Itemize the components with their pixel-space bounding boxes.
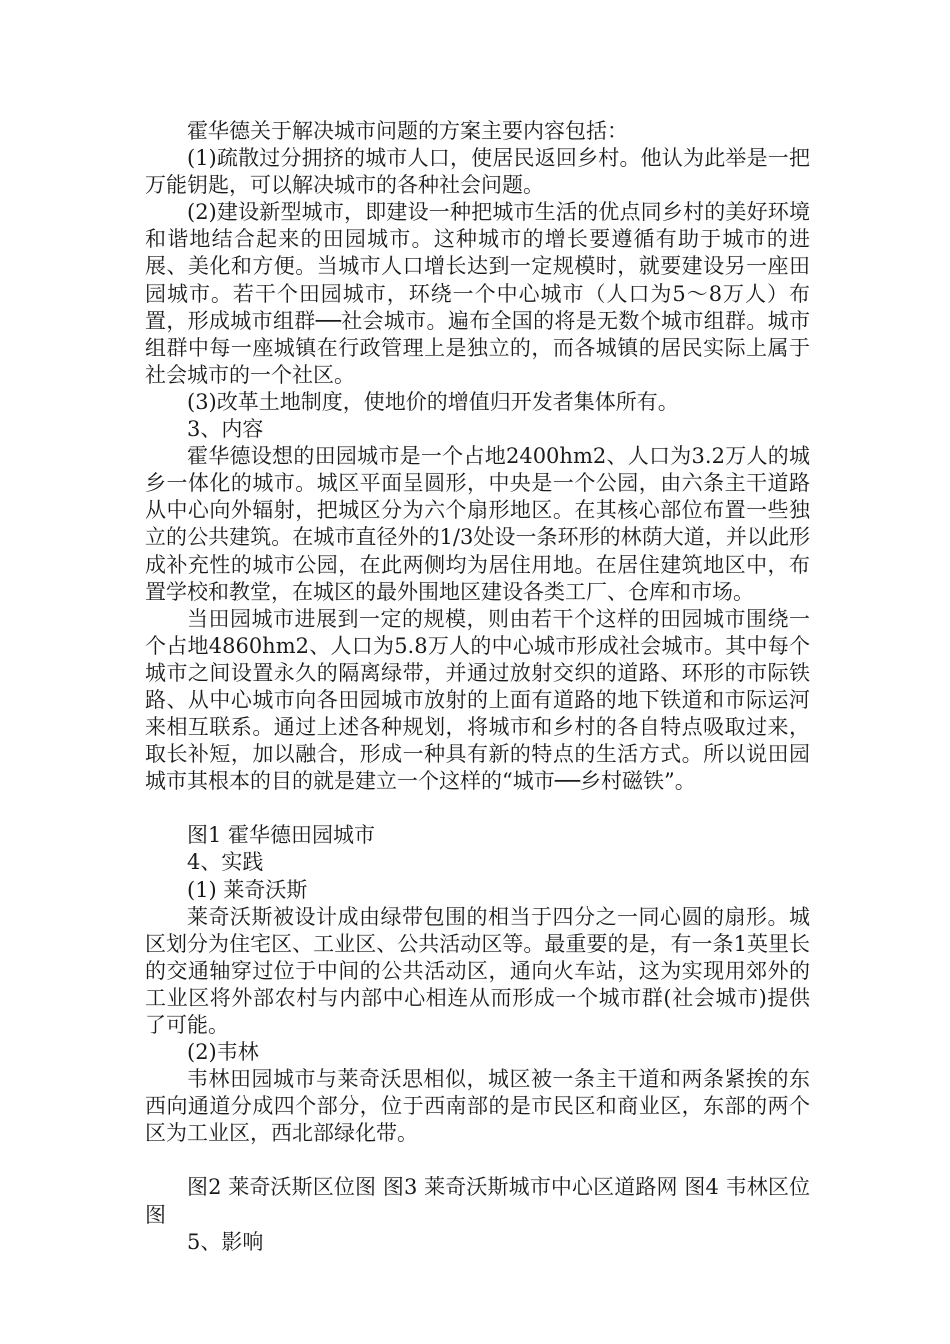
paragraph-welwyn: 韦林田园城市与莱奇沃思相似，城区被一条主干道和两条紧挨的东西向通道分成四个部分，位于西南部的是市民区和商业区，东部的两个区为工业区，西北部绿化带。 [145, 1067, 810, 1146]
subheading-welwyn: (2)韦林 [187, 1040, 259, 1065]
section-heading-practice: 4、实践 [187, 850, 264, 875]
paragraph-point-2: (2)建设新型城市，即建设一种把城市生活的优点同乡村的美好环境和谐地结合起来的田园城市。这种城市的增长要遵循有助于城市的进展、美化和方便。当城市人口增长达到一定规模时，就要建设另一座田园城市。若干个田园城市，环绕一个中心城市（人口为5～8万人）布置，形成城市组群──社会城市。遍布全国的将是无数个城市组群。城市组群中每一座城镇在行政管理上是独立的，而各城镇的居民实际上属于社会城市的一个社区。 [145, 200, 810, 387]
paragraph-letchworth: 莱奇沃斯被设计成由绿带包围的相当于四分之一同心圆的扇形。城区划分为住宅区、工业区、公共活动区等。最重要的是，有一条1英里长的交通轴穿过位于中间的公共活动区，通向火车站，这为实现用郊外的工业区将外部农村与内部中心相连从而形成一个城市群(社会城市)提供了可能。 [145, 904, 810, 1037]
document-body [145, 118, 810, 1256]
section-heading-content: 3、内容 [187, 417, 264, 442]
section-heading-impact: 5、影响 [187, 1229, 264, 1254]
paragraph-intro: 霍华德关于解决城市问题的方案主要内容包括： [187, 119, 628, 143]
figure-captions-2-4: 图2 莱奇沃斯区位图 图3 莱奇沃斯城市中心区道路网 图4 韦林区位图 [145, 1175, 810, 1227]
figure-caption-1: 图1 霍华德田园城市 [187, 823, 376, 848]
paragraph-point-3: (3)改革土地制度，使地价的增值归开发者集体所有。 [187, 389, 679, 414]
paragraph-content-1: 霍华德设想的田园城市是一个占地2400hm2、人口为3.2万人的城乡一体化的城市。城区平面呈圆形，中央是一个公园，由六条主干道路从中心向外辐射，把城区分为六个扇形地区。在其核心部位布置一些独立的公共建筑。在城市直径外的1/3处设一条环形的林荫大道，并以此形成补充性的城市公园，在此两侧均为居住用地。在居住建筑地区中，布置学校和教堂，在城区的最外围地区建设各类工厂、仓库和市场。 [145, 444, 810, 604]
subheading-letchworth: (1) 莱奇沃斯 [187, 877, 308, 902]
paragraph-point-1: (1)疏散过分拥挤的城市人口，使居民返回乡村。他认为此举是一把万能钥匙，可以解决城市的各种社会问题。 [145, 146, 810, 198]
paragraph-content-2: 当田园城市进展到一定的规模，则由若干个这样的田园城市围绕一个占地4860hm2、人口为5.8万人的中心城市形成社会城市。其中每个城市之间设置永久的隔离绿带，并通过放射交织的道路、环形的市际铁路、从中心城市向各田园城市放射的上面有道路的地下铁道和市际运河来相互联系。通过上述各种规划，将城市和乡村的各自特点吸取过来，取长补短，加以融合，形成一种具有新的特点的生活方式。所以说田园城市其根本的目的就是建立一个这样的“城市──乡村磁铁”。 [145, 606, 810, 794]
